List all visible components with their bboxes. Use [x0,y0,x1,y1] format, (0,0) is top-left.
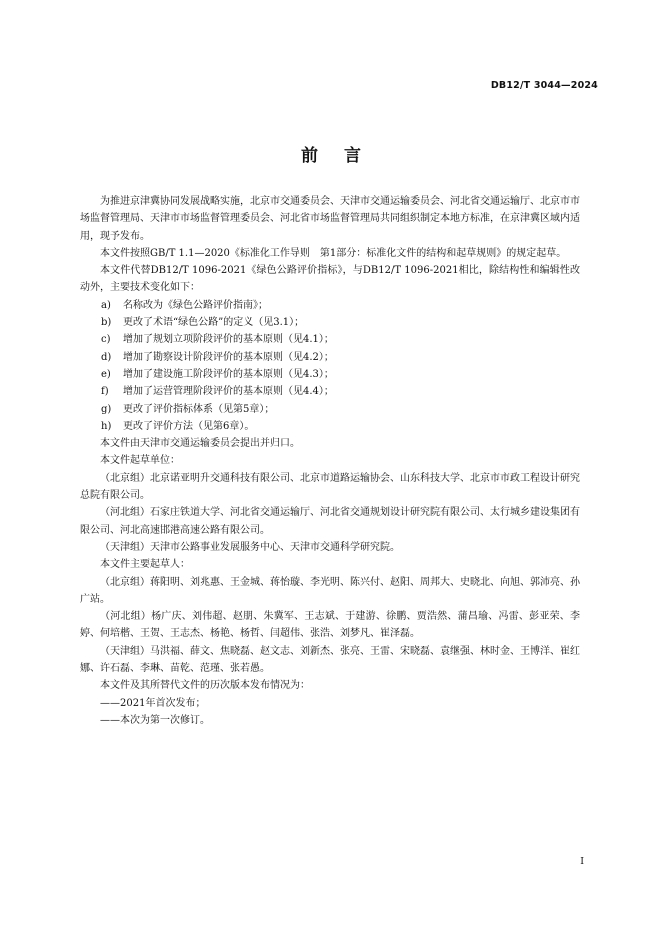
list-item [80,314,580,331]
list-marker: b) [101,317,112,329]
page-title: 前言 [301,146,387,166]
standard-code: DB12/T 3044—2024 [490,80,598,91]
list-text: 更改了评价方法（见第6章）。 [123,420,255,432]
list-item [80,401,580,418]
list-text: 增加了运营管理阶段评价的基本原则（见4.4）； [123,386,334,398]
list-marker: d) [101,351,112,363]
paragraph: （北京组）北京诺亚明升交通科技有限公司、北京市道路运输协会、山东科技大学、北京市市政工程设计研究总院有限公司。 [80,472,580,502]
paragraph: ——2021年首次发布； [100,697,206,709]
list-item [80,297,580,314]
paragraph: （天津组）天津市公路事业发展服务中心、天津市交通科学研究院。 [100,541,400,553]
paragraph: 本文件由天津市交通运输委员会提出并归口。 [100,438,300,450]
list-marker: c) [101,334,111,346]
paragraph: 本文件及其所替代文件的历次版本发布情况为： [100,680,310,692]
list-marker: g) [101,403,112,415]
list-text: 更改了术语“绿色公路”的定义（见3.1）； [123,317,305,329]
list-item [80,383,580,400]
paragraph: （河北组）杨广庆、刘伟超、赵朋、朱冀军、王志斌、于建游、徐鹏、贾浩然、蒲昌瑜、冯雷、彭亚荣、李婷、何培楷、王贺、王志杰、杨艳、杨哲、闫超伟、张浩、刘梦凡、崔泽磊。 [80,611,580,640]
paragraph: 为推进京津冀协同发展战略实施，北京市交通委员会、天津市交通运输委员会、河北省交通运输厅、北京市市场监督管理局、天津市市场监督管理委员会、河北省市场监督管理局共同组织制定本地方标准，在京津冀区域内适用，现予发布。 [80,196,580,242]
paragraph: 本文件按照GB/T 1.1—2020《标准化工作导则 第1部分：标准化文件的结构和起草规则》的规定起草。 [100,247,567,259]
paragraph: 本文件代替DB12/T 1096-2021《绿色公路评价指标》，与DB12/T 1096-2021相比，除结构性和编辑性改动外，主要技术变化如下： [80,265,580,294]
page-number: I [580,856,584,867]
list-marker: h) [101,420,112,432]
foreword-body [80,193,580,729]
list-text: 名称改为《绿色公路评价指南》； [123,299,268,311]
paragraph: ——本次为第一次修订。 [100,714,210,726]
paragraph: （天津组）马洪福、薛文、焦晓磊、赵文志、刘新杰、张亮、王雷、宋晓磊、袁继强、林时金、王博洋、崔红娜、许石磊、李琳、苗乾、范瑾、张若愚。 [80,645,580,675]
list-marker: a) [101,299,111,311]
list-text: 增加了勘察设计阶段评价的基本原则（见4.2）； [123,351,334,363]
paragraph: （北京组）蒋阳明、刘兆惠、王金城、蒋怡璇、李光明、陈兴付、赵阳、周邦大、史晓北、向旭、郭沛亮、孙广站。 [80,576,580,605]
list-text: 增加了建设施工阶段评价的基本原则（见4.3）； [123,368,334,380]
list-marker: e) [101,368,111,380]
list-item [80,349,580,366]
list-text: 更改了评价指标体系（见第5章）； [123,403,275,415]
list-item [80,331,580,348]
paragraph: 本文件主要起草人： [100,559,190,571]
paragraph: 本文件起草单位： [100,455,180,467]
list-item [80,366,580,383]
list-text: 增加了规划立项阶段评价的基本原则（见4.1）； [123,334,334,346]
list-marker: f) [101,386,109,398]
list-item [80,418,580,435]
paragraph: （河北组）石家庄铁道大学、河北省交通运输厅、河北省交通规划设计研究院有限公司、太行城乡建设集团有限公司、河北高速邯港高速公路有限公司。 [80,507,580,536]
